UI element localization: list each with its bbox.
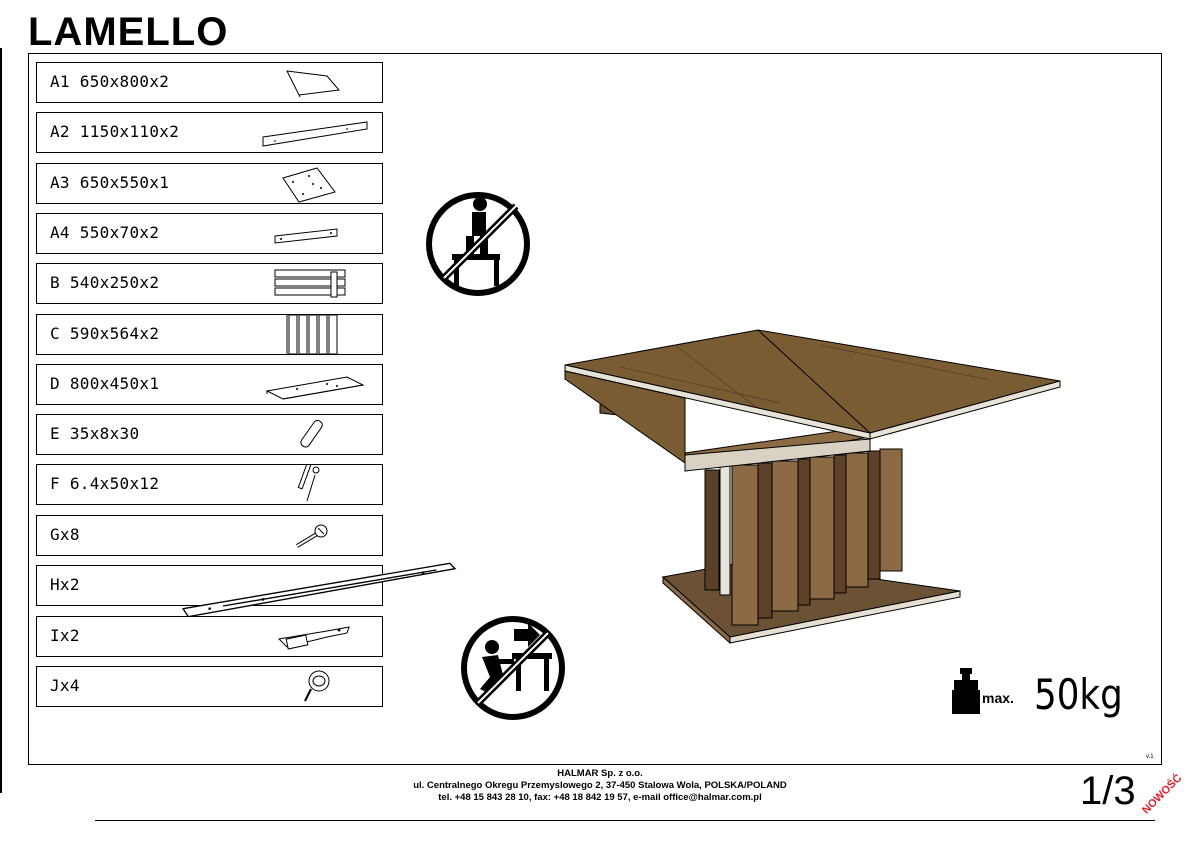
part-label: Gx8 bbox=[50, 525, 80, 544]
base-board-icon bbox=[227, 365, 377, 404]
part-row-e bbox=[36, 414, 383, 455]
part-label: E 35x8x30 bbox=[50, 424, 140, 443]
part-label: Jx4 bbox=[50, 676, 80, 695]
do-not-stand-on-table-icon bbox=[424, 190, 532, 298]
max-label: max. bbox=[982, 690, 1014, 706]
panel-icon bbox=[227, 63, 377, 102]
part-row-a4 bbox=[36, 213, 383, 254]
slatted-panel-icon bbox=[227, 315, 377, 354]
part-row-g bbox=[36, 515, 383, 556]
long-rail-icon bbox=[227, 113, 377, 152]
part-row-d bbox=[36, 364, 383, 405]
part-label: A1 650x800x2 bbox=[50, 72, 170, 91]
footer-line bbox=[95, 820, 1155, 821]
part-label: Hx2 bbox=[50, 575, 80, 594]
do-not-push-table-icon bbox=[458, 613, 568, 723]
part-label: A2 1150x110x2 bbox=[50, 122, 180, 141]
part-label: F 6.4x50x12 bbox=[50, 474, 160, 493]
glide-foot-icon bbox=[227, 667, 377, 706]
part-label: C 590x564x2 bbox=[50, 324, 160, 343]
company-address: ul. Centralnego Okregu Przemyslowego 2, 37-450 Stalowa Wola, POLSKA/POLAND bbox=[413, 780, 787, 791]
board-with-holes-icon bbox=[227, 164, 377, 203]
assembled-table-illustration bbox=[560, 285, 1065, 650]
part-row-a2 bbox=[36, 112, 383, 153]
part-label: D 800x450x1 bbox=[50, 374, 160, 393]
company-info bbox=[300, 768, 900, 804]
part-row-f bbox=[36, 464, 383, 505]
part-row-b bbox=[36, 263, 383, 304]
part-row-a3 bbox=[36, 163, 383, 204]
part-row-i bbox=[36, 616, 383, 657]
dowel-icon bbox=[227, 415, 377, 454]
product-title: LAMELLO bbox=[28, 10, 229, 54]
version-label: v.1 bbox=[1146, 754, 1154, 760]
company-name: HALMAR Sp. z o.o. bbox=[557, 768, 643, 779]
part-label: A3 650x550x1 bbox=[50, 173, 170, 192]
new-badge: NOWOŚĆ bbox=[1140, 772, 1185, 817]
part-label: B 540x250x2 bbox=[50, 273, 160, 292]
page-number: 1/3 bbox=[1080, 769, 1136, 813]
part-row-c bbox=[36, 314, 383, 355]
screw-icon bbox=[227, 465, 377, 504]
max-load bbox=[952, 668, 1142, 718]
part-row-j bbox=[36, 666, 383, 707]
company-contact: tel. +48 15 843 28 10, fax: +48 18 842 19 57, e-mail office@halmar.com.pl bbox=[438, 792, 762, 803]
short-rail-icon bbox=[227, 214, 377, 253]
part-label: Ix2 bbox=[50, 626, 80, 645]
bracket-icon bbox=[227, 617, 377, 656]
part-label: A4 550x70x2 bbox=[50, 223, 160, 242]
part-row-a1 bbox=[36, 62, 383, 103]
stacked-boards-icon bbox=[227, 264, 377, 303]
drawer-slide-icon bbox=[163, 558, 403, 610]
weight-icon bbox=[952, 668, 980, 716]
part-row-h bbox=[36, 565, 383, 606]
cam-lock-icon bbox=[227, 516, 377, 555]
margin-line bbox=[0, 48, 2, 793]
max-load-value: 50kg bbox=[1034, 670, 1123, 719]
